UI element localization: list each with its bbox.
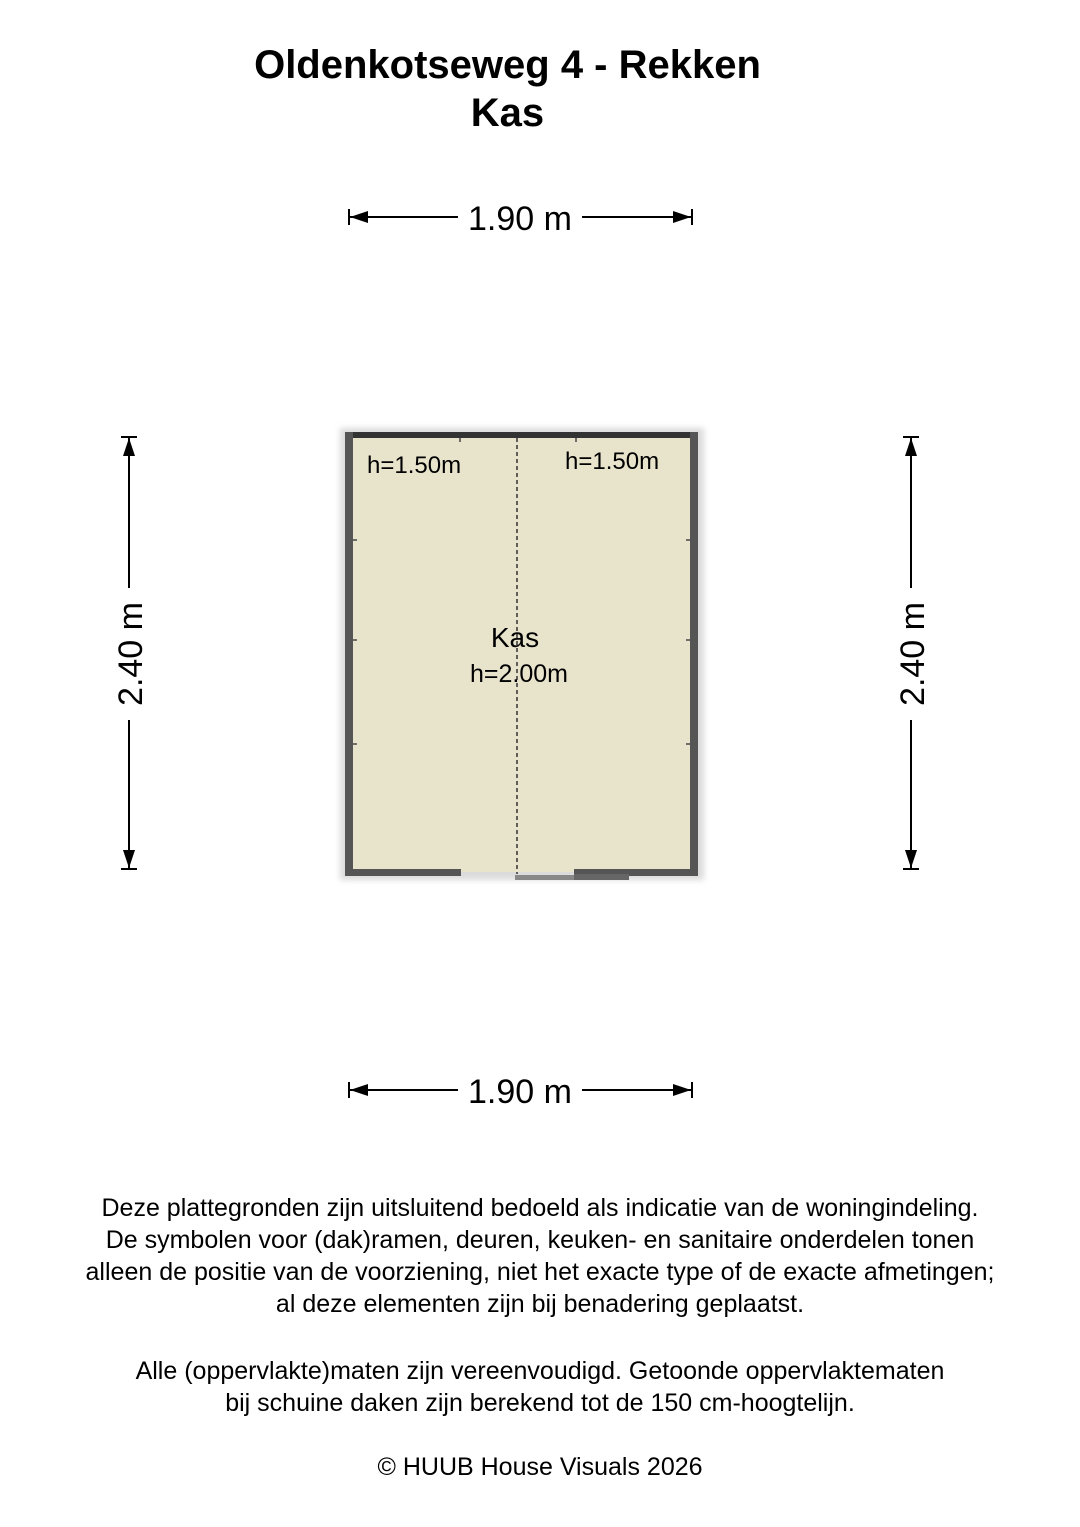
disclaimer-line: al deze elementen zijn bij benadering geplaatst. (275, 1290, 805, 1318)
dimension-right (894, 437, 932, 869)
height-left-label: h=1.50m (367, 452, 462, 479)
note-line: bij schuine daken zijn berekend tot de 150 cm-hoogtelijn. (225, 1389, 855, 1417)
height-right-label: h=1.50m (565, 448, 660, 475)
measurement-note (0, 1355, 1080, 1419)
room-floor (349, 436, 694, 872)
wall-top (345, 432, 698, 438)
disclaimer-line: alleen de positie van de voorziening, niet het exacte type of de exacte afmetingen; (85, 1258, 995, 1286)
note-line: Alle (oppervlakte)maten zijn vereenvoudigd. Getoonde oppervlaktematen (135, 1357, 945, 1385)
dimension-left (112, 437, 150, 869)
dimension-top (349, 200, 692, 238)
room-name: Kas (490, 622, 540, 653)
dimension-left-label: 2.40 m (112, 602, 150, 706)
dimension-right-label: 2.40 m (894, 602, 932, 706)
copyright: © HUUB House Visuals 2026 (377, 1453, 703, 1481)
page-subtitle: Kas (470, 91, 545, 135)
sliding-door-frame (574, 874, 629, 880)
room-kas (340, 428, 704, 880)
wall-left (345, 432, 353, 876)
wall-right (690, 432, 698, 876)
disclaimer-line: De symbolen voor (dak)ramen, deuren, keuken- en sanitaire onderdelen tonen (105, 1226, 975, 1254)
disclaimer (0, 1192, 1080, 1320)
page-title: Oldenkotseweg 4 - Rekken (254, 43, 761, 87)
dimension-bottom (349, 1073, 692, 1111)
room-height: h=2.00m (470, 660, 568, 688)
wall-bottom-left (345, 869, 461, 876)
dimension-top-label: 1.90 m (468, 200, 572, 238)
dimension-bottom-label: 1.90 m (468, 1073, 572, 1111)
disclaimer-line: Deze plattegronden zijn uitsluitend bedoeld als indicatie van de woningindeling. (101, 1194, 979, 1222)
